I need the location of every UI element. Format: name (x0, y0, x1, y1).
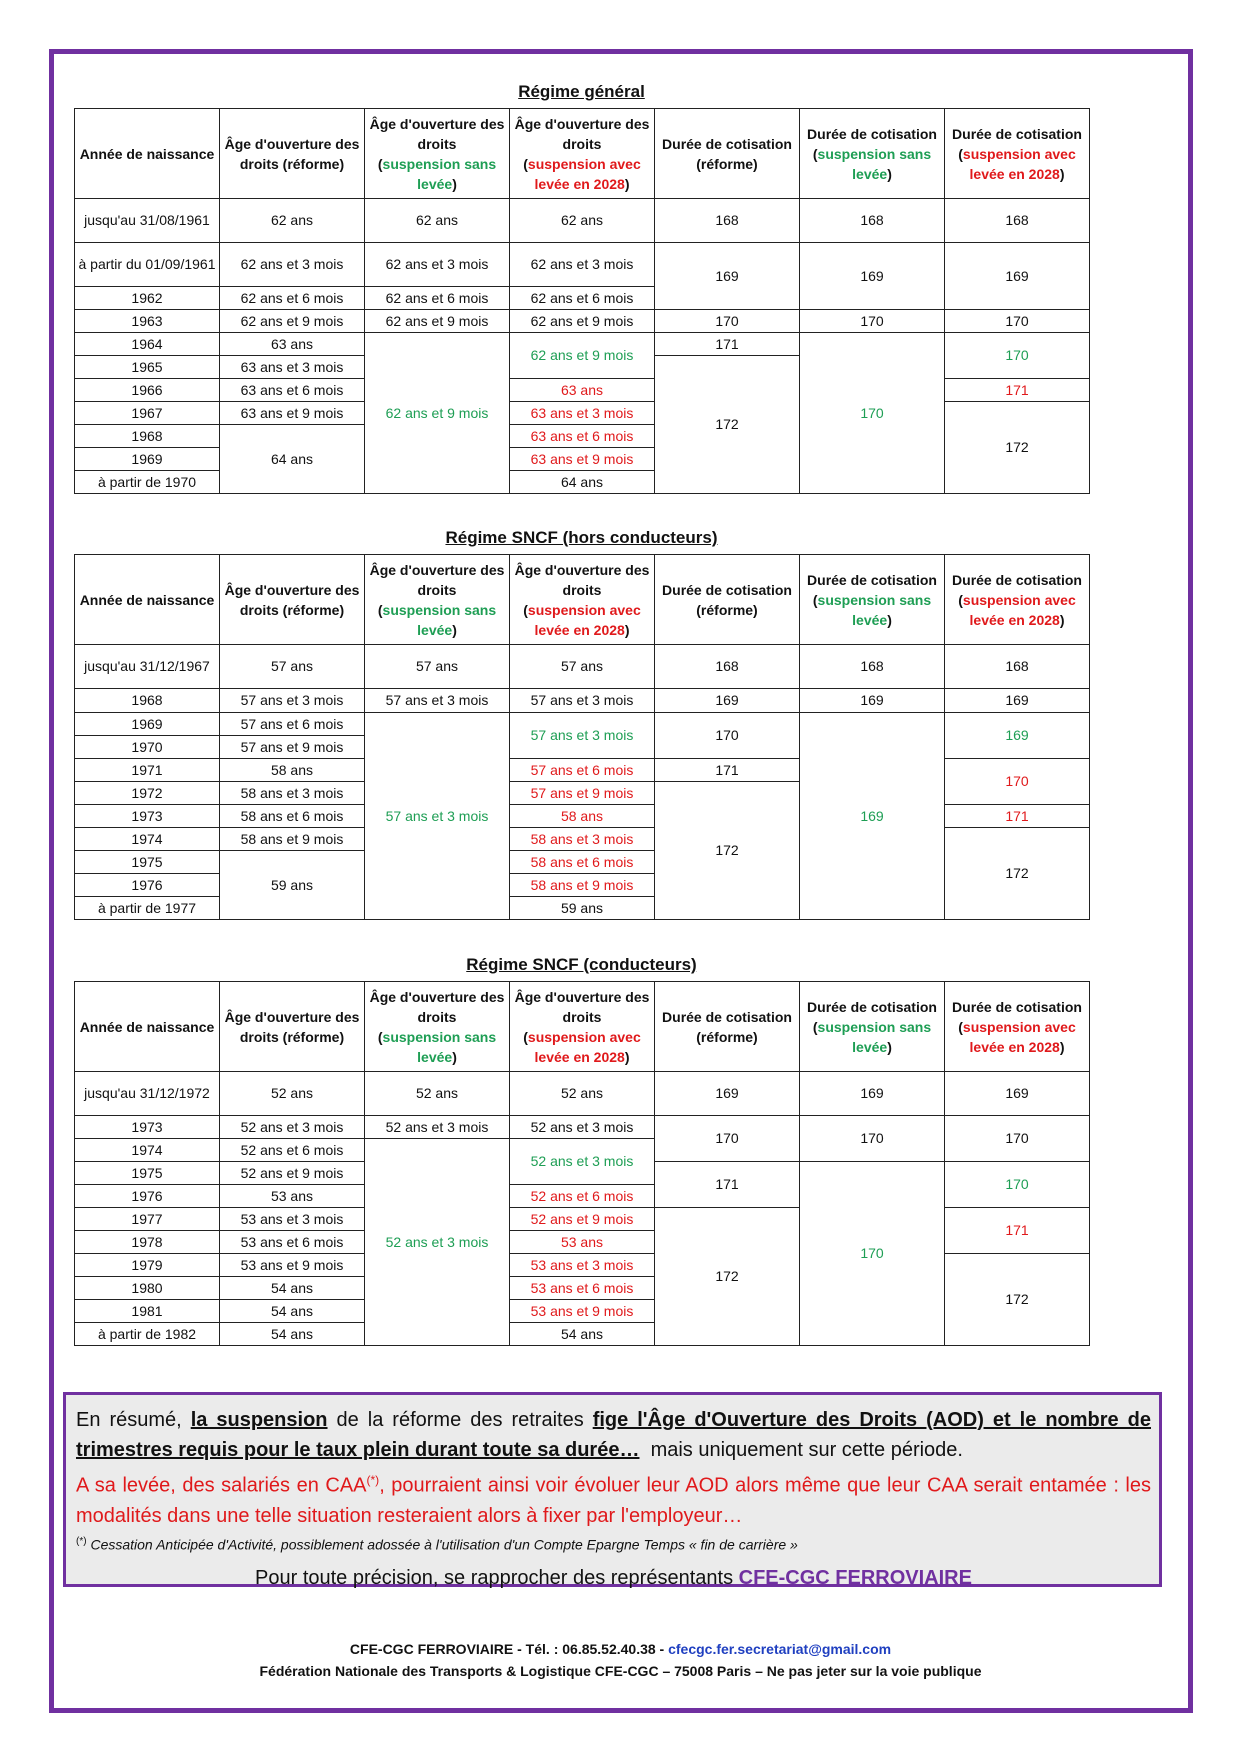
header-duree-reforme: Durée de cotisation (réforme) (655, 982, 800, 1072)
cell: 1972 (75, 782, 220, 805)
summary-contact: Pour toute précision, se rapprocher des représentants CFE-CGC FERROVIAIRE (255, 1567, 972, 1590)
cell: 52 ans et 3 mois (365, 1116, 510, 1139)
brand-name: CFE-CGC FERROVIAIRE (738, 1567, 972, 1590)
cell: 1978 (75, 1231, 220, 1254)
cell: 62 ans et 6 mois (365, 287, 510, 310)
cell: 172 (945, 402, 1090, 494)
cell: 172 (655, 782, 800, 920)
header-duree-sans-levee: Durée de cotisation (suspension sans levée) (800, 555, 945, 645)
cell: 63 ans et 6 mois (510, 425, 655, 448)
header-duree-reforme: Durée de cotisation (réforme) (655, 555, 800, 645)
cell: 171 (945, 805, 1090, 828)
cell: 1963 (75, 310, 220, 333)
cell: 57 ans et 3 mois (510, 713, 655, 759)
table-regime-sncf (74, 554, 1090, 920)
header-age-reforme: Âge d'ouverture des droits (réforme) (220, 555, 365, 645)
cell: 168 (945, 199, 1090, 243)
cell: 171 (945, 1208, 1090, 1254)
cell: 169 (945, 1072, 1090, 1116)
cell: 57 ans (510, 645, 655, 689)
cell: 62 ans et 6 mois (220, 287, 365, 310)
cell: 54 ans (220, 1300, 365, 1323)
cell: 62 ans (220, 199, 365, 243)
cell: 168 (655, 645, 800, 689)
cell: 1969 (75, 713, 220, 736)
header-duree-sans-levee: Durée de cotisation (suspension sans levée) (800, 982, 945, 1072)
header-duree-avec-levee: Durée de cotisation (suspension avec levée en 2028) (945, 109, 1090, 199)
cell: 58 ans et 6 mois (510, 851, 655, 874)
cell: 57 ans et 6 mois (510, 759, 655, 782)
cell: 1973 (75, 1116, 220, 1139)
cell: 171 (945, 379, 1090, 402)
table-row (75, 1116, 1090, 1139)
cell: 170 (655, 1116, 800, 1162)
cell: 1976 (75, 874, 220, 897)
cell: 57 ans et 3 mois (365, 689, 510, 713)
cell: 1964 (75, 333, 220, 356)
cell: 170 (945, 333, 1090, 379)
cell: 169 (655, 1072, 800, 1116)
cell: à partir du 01/09/1961 (75, 243, 220, 287)
cell: jusqu'au 31/08/1961 (75, 199, 220, 243)
cell: 52 ans (510, 1072, 655, 1116)
header-year: Année de naissance (75, 109, 220, 199)
cell: 63 ans et 6 mois (220, 379, 365, 402)
cell: 1974 (75, 828, 220, 851)
cell: 52 ans et 9 mois (510, 1208, 655, 1231)
cell: 169 (800, 243, 945, 310)
footer-line-1: CFE-CGC FERROVIAIRE - Tél. : 06.85.52.40.38 - cfecgc.fer.secretariat@gmail.com (349, 1641, 892, 1657)
cell: 63 ans (510, 379, 655, 402)
cell: 1976 (75, 1185, 220, 1208)
cell: 171 (655, 333, 800, 356)
cell: 1967 (75, 402, 220, 425)
cell: 52 ans et 6 mois (510, 1185, 655, 1208)
cell: 62 ans et 6 mois (510, 287, 655, 310)
cell: 52 ans (220, 1072, 365, 1116)
cell: 52 ans et 6 mois (220, 1139, 365, 1162)
header-age-sans-levee: Âge d'ouverture des droits (suspension sans levée) (365, 555, 510, 645)
cell: 1968 (75, 689, 220, 713)
cell: 1981 (75, 1300, 220, 1323)
cell: 170 (800, 1162, 945, 1346)
table-row (75, 333, 1090, 356)
cell: 53 ans (220, 1185, 365, 1208)
table-row (75, 689, 1090, 713)
cell: 169 (945, 243, 1090, 310)
cell: 58 ans et 6 mois (220, 805, 365, 828)
table-regime-general (74, 108, 1090, 494)
cell: 58 ans et 9 mois (510, 874, 655, 897)
cell: 1968 (75, 425, 220, 448)
table-row (75, 1072, 1090, 1116)
table-row (75, 713, 1090, 736)
cell: 57 ans et 9 mois (220, 736, 365, 759)
header-age-sans-levee: Âge d'ouverture des droits (suspension sans levée) (365, 982, 510, 1072)
header-age-avec-levee: Âge d'ouverture des droits (suspension avec levée en 2028) (510, 109, 655, 199)
section-title-regime-conducteurs: Régime SNCF (conducteurs) (466, 955, 697, 974)
cell: 57 ans (220, 645, 365, 689)
cell: 57 ans et 6 mois (220, 713, 365, 736)
cell: 1973 (75, 805, 220, 828)
table-row (75, 243, 1090, 287)
cell: 170 (800, 333, 945, 494)
cell: 169 (655, 689, 800, 713)
cell: à partir de 1982 (75, 1323, 220, 1346)
cell: 168 (800, 199, 945, 243)
cell: 53 ans et 6 mois (510, 1277, 655, 1300)
cell: 62 ans et 3 mois (510, 243, 655, 287)
cell: 53 ans et 6 mois (220, 1231, 365, 1254)
cell: 168 (655, 199, 800, 243)
cell: 58 ans et 9 mois (220, 828, 365, 851)
cell: 172 (945, 1254, 1090, 1346)
table-regime-conducteurs (74, 981, 1090, 1346)
section-title-regime-sncf: Régime SNCF (hors conducteurs) (445, 528, 718, 547)
cell: 59 ans (220, 851, 365, 920)
cell: 62 ans (510, 199, 655, 243)
cell: 170 (800, 310, 945, 333)
cell: 63 ans (220, 333, 365, 356)
cell: 57 ans et 9 mois (510, 782, 655, 805)
cell: 62 ans et 9 mois (510, 310, 655, 333)
header-age-avec-levee: Âge d'ouverture des droits (suspension avec levée en 2028) (510, 982, 655, 1072)
cell: 52 ans (365, 1072, 510, 1116)
cell: 54 ans (510, 1323, 655, 1346)
cell: 169 (800, 689, 945, 713)
cell: 1975 (75, 851, 220, 874)
cell: 57 ans et 3 mois (220, 689, 365, 713)
summary-warning: A sa levée, des salariés en CAA(*), pourraient ainsi voir évoluer leur AOD alors même que leur CAA serait entamée : les modalités dans une telle situation resteraient alors à fixer par l'employeur… (76, 1473, 1151, 1527)
cell: 169 (945, 713, 1090, 759)
cell: 1965 (75, 356, 220, 379)
cell: 169 (800, 713, 945, 920)
cell: 53 ans et 9 mois (220, 1254, 365, 1277)
cell: jusqu'au 31/12/1972 (75, 1072, 220, 1116)
section-title-regime-general: Régime général (518, 82, 645, 101)
header-duree-sans-levee: Durée de cotisation (suspension sans levée) (800, 109, 945, 199)
cell: 172 (655, 1208, 800, 1346)
cell: 53 ans et 9 mois (510, 1300, 655, 1323)
cell: 58 ans (510, 805, 655, 828)
table-row (75, 199, 1090, 243)
cell: 54 ans (220, 1277, 365, 1300)
cell: 1979 (75, 1254, 220, 1277)
cell: 1971 (75, 759, 220, 782)
header-age-reforme: Âge d'ouverture des droits (réforme) (220, 109, 365, 199)
cell: 168 (800, 645, 945, 689)
cell: 62 ans et 3 mois (365, 243, 510, 287)
cell: à partir de 1970 (75, 471, 220, 494)
cell: 63 ans et 9 mois (510, 448, 655, 471)
cell: 170 (945, 1116, 1090, 1162)
cell: jusqu'au 31/12/1967 (75, 645, 220, 689)
cell: 170 (945, 759, 1090, 805)
cell: 1969 (75, 448, 220, 471)
cell: 62 ans et 9 mois (365, 333, 510, 494)
cell: à partir de 1977 (75, 897, 220, 920)
cell: 58 ans (220, 759, 365, 782)
header-duree-avec-levee: Durée de cotisation (suspension avec levée en 2028) (945, 982, 1090, 1072)
cell: 1974 (75, 1139, 220, 1162)
footer-line-2: Fédération Nationale des Transports & Logistique CFE-CGC – 75008 Paris – Ne pas jeter sur la voie publique (259, 1663, 982, 1679)
header-age-sans-levee: Âge d'ouverture des droits (suspension sans levée) (365, 109, 510, 199)
cell: 52 ans et 3 mois (510, 1116, 655, 1139)
cell: 62 ans et 3 mois (220, 243, 365, 287)
cell: 63 ans et 3 mois (220, 356, 365, 379)
cell: 62 ans et 9 mois (220, 310, 365, 333)
cell: 62 ans (365, 199, 510, 243)
cell: 54 ans (220, 1323, 365, 1346)
cell: 170 (945, 1162, 1090, 1208)
cell: 172 (655, 356, 800, 494)
cell: 1980 (75, 1277, 220, 1300)
cell: 170 (655, 713, 800, 759)
cell: 172 (945, 828, 1090, 920)
cell: 53 ans (510, 1231, 655, 1254)
cell: 169 (945, 689, 1090, 713)
cell: 64 ans (510, 471, 655, 494)
cell: 170 (655, 310, 800, 333)
cell: 171 (655, 1162, 800, 1208)
cell: 169 (655, 243, 800, 310)
cell: 53 ans et 3 mois (220, 1208, 365, 1231)
header-age-avec-levee: Âge d'ouverture des droits (suspension avec levée en 2028) (510, 555, 655, 645)
header-year: Année de naissance (75, 982, 220, 1072)
summary-box (63, 1392, 1162, 1590)
header-age-reforme: Âge d'ouverture des droits (réforme) (220, 982, 365, 1072)
cell: 1962 (75, 287, 220, 310)
header-duree-avec-levee: Durée de cotisation (suspension avec levée en 2028) (945, 555, 1090, 645)
cell: 1975 (75, 1162, 220, 1185)
cell: 168 (945, 645, 1090, 689)
cell: 52 ans et 3 mois (220, 1116, 365, 1139)
summary-footnote: (*) Cessation Anticipée d'Activité, possiblement adossée à l'utilisation d'un Compte Epargne Temps « fin de carrière » (76, 1535, 798, 1553)
cell: 58 ans et 3 mois (220, 782, 365, 805)
table-row (75, 310, 1090, 333)
cell: 63 ans et 9 mois (220, 402, 365, 425)
cell: 58 ans et 3 mois (510, 828, 655, 851)
cell: 52 ans et 3 mois (365, 1139, 510, 1346)
cell: 1966 (75, 379, 220, 402)
cell: 52 ans et 9 mois (220, 1162, 365, 1185)
cell: 170 (945, 310, 1090, 333)
cell: 1977 (75, 1208, 220, 1231)
cell: 171 (655, 759, 800, 782)
cell: 170 (800, 1116, 945, 1162)
cell: 63 ans et 3 mois (510, 402, 655, 425)
cell: 59 ans (510, 897, 655, 920)
cell: 62 ans et 9 mois (510, 333, 655, 379)
header-duree-reforme: Durée de cotisation (réforme) (655, 109, 800, 199)
summary-paragraph: En résumé, la suspension de la réforme des retraites fige l'Âge d'Ouverture des Droits (AOD) et le nombre de trimestres requis pour le taux plein durant toute sa durée… mais uniquement sur cette période. (76, 1409, 1151, 1461)
cell: 53 ans et 3 mois (510, 1254, 655, 1277)
cell: 1970 (75, 736, 220, 759)
header-year: Année de naissance (75, 555, 220, 645)
cell: 57 ans (365, 645, 510, 689)
cell: 169 (800, 1072, 945, 1116)
cell: 57 ans et 3 mois (510, 689, 655, 713)
cell: 62 ans et 9 mois (365, 310, 510, 333)
cell: 52 ans et 3 mois (510, 1139, 655, 1185)
cell: 64 ans (220, 425, 365, 494)
table-row (75, 645, 1090, 689)
cell: 57 ans et 3 mois (365, 713, 510, 920)
email-link[interactable]: cfecgc.fer.secretariat@gmail.com (668, 1641, 892, 1657)
